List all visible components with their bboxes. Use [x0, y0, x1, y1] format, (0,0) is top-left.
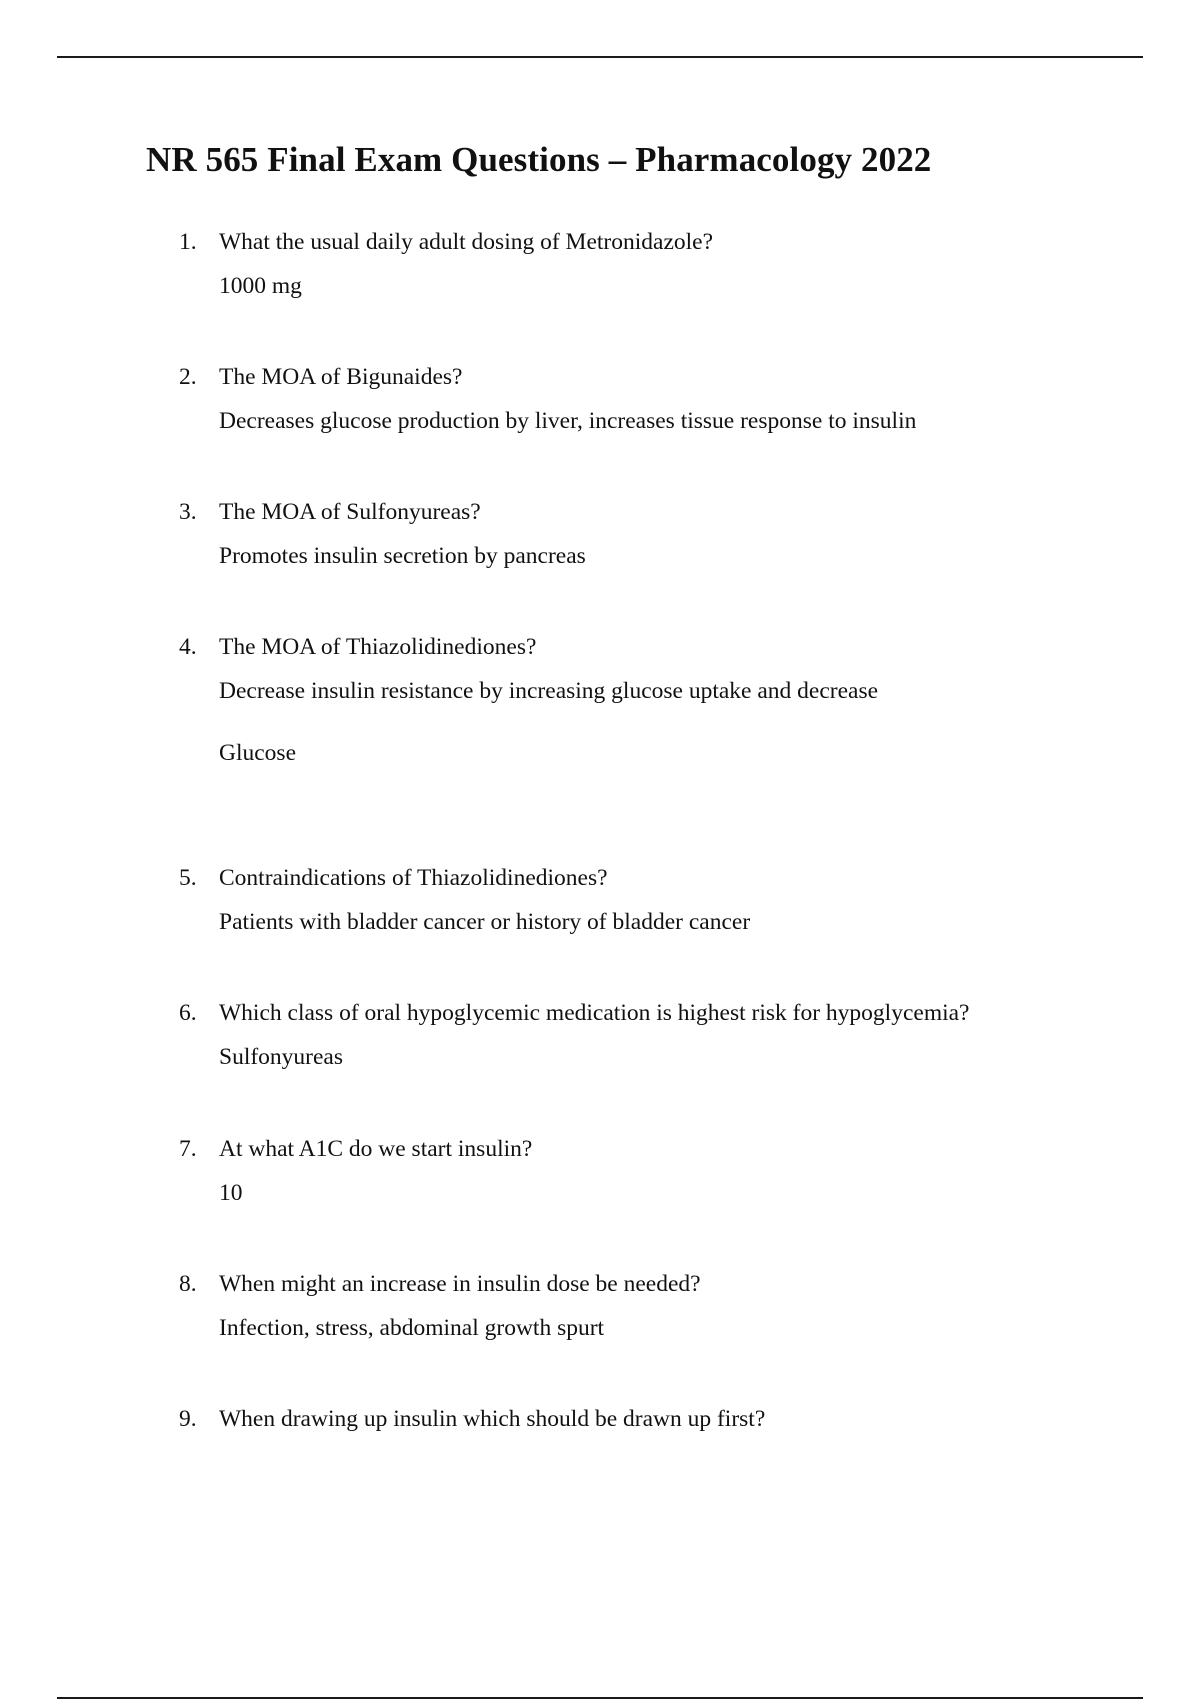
question-item-7: [175, 1135, 1075, 1207]
question-number: 1.: [179, 229, 197, 255]
answer-text: 1000 mg: [219, 273, 302, 300]
answer-text: 10: [219, 1180, 243, 1207]
question-item-1: [175, 228, 1075, 300]
question-text: 4. The MOA of Thiazolidinediones?: [179, 634, 537, 660]
question-number: 6.: [179, 1000, 197, 1026]
answer-text: Decreases glucose production by liver, increases tissue response to insulin: [219, 408, 917, 435]
answer-text: Promotes insulin secretion by pancreas: [219, 543, 586, 570]
answer-text: Patients with bladder cancer or history of bladder cancer: [219, 909, 751, 936]
question-text: 2. The MOA of Bigunaides?: [179, 364, 463, 390]
question-text: 5. Contraindications of Thiazolidinediones?: [179, 865, 608, 891]
question-item-5: [175, 864, 1075, 936]
answer-text: Sulfonyureas: [219, 1044, 344, 1071]
question-number: 7.: [179, 1136, 197, 1162]
question-item-2: [175, 363, 1075, 435]
question-text: 7. At what A1C do we start insulin?: [179, 1136, 533, 1162]
question-text: 1. What the usual daily adult dosing of Metronidazole?: [179, 229, 714, 255]
question-item-6: [175, 999, 1075, 1071]
question-item-3: [175, 498, 1075, 570]
question-number: 8.: [179, 1271, 197, 1297]
question-text: 8. When might an increase in insulin dose be needed?: [179, 1271, 701, 1297]
footer-rule: [57, 1697, 1143, 1699]
header-rule: [57, 56, 1143, 58]
question-text: 9. When drawing up insulin which should be drawn up first?: [179, 1406, 766, 1432]
question-number: 5.: [179, 865, 197, 891]
page-title: NR 565 Final Exam Questions – Pharmacology 2022: [146, 140, 932, 179]
answer-text-continued: Glucose: [219, 740, 297, 767]
question-number: 2.: [179, 364, 197, 390]
question-item-8: [175, 1270, 1075, 1342]
question-number: 9.: [179, 1406, 197, 1432]
question-number: 3.: [179, 499, 197, 525]
answer-text: Decrease insulin resistance by increasing glucose uptake and decrease: [219, 678, 879, 705]
question-text: 6. Which class of oral hypoglycemic medication is highest risk for hypoglycemia?: [179, 1000, 970, 1026]
answer-text: Infection, stress, abdominal growth spurt: [219, 1315, 605, 1342]
question-item-4: [175, 633, 1075, 768]
question-text: 3. The MOA of Sulfonyureas?: [179, 499, 481, 525]
question-number: 4.: [179, 634, 197, 660]
question-item-9: [175, 1405, 1075, 1433]
